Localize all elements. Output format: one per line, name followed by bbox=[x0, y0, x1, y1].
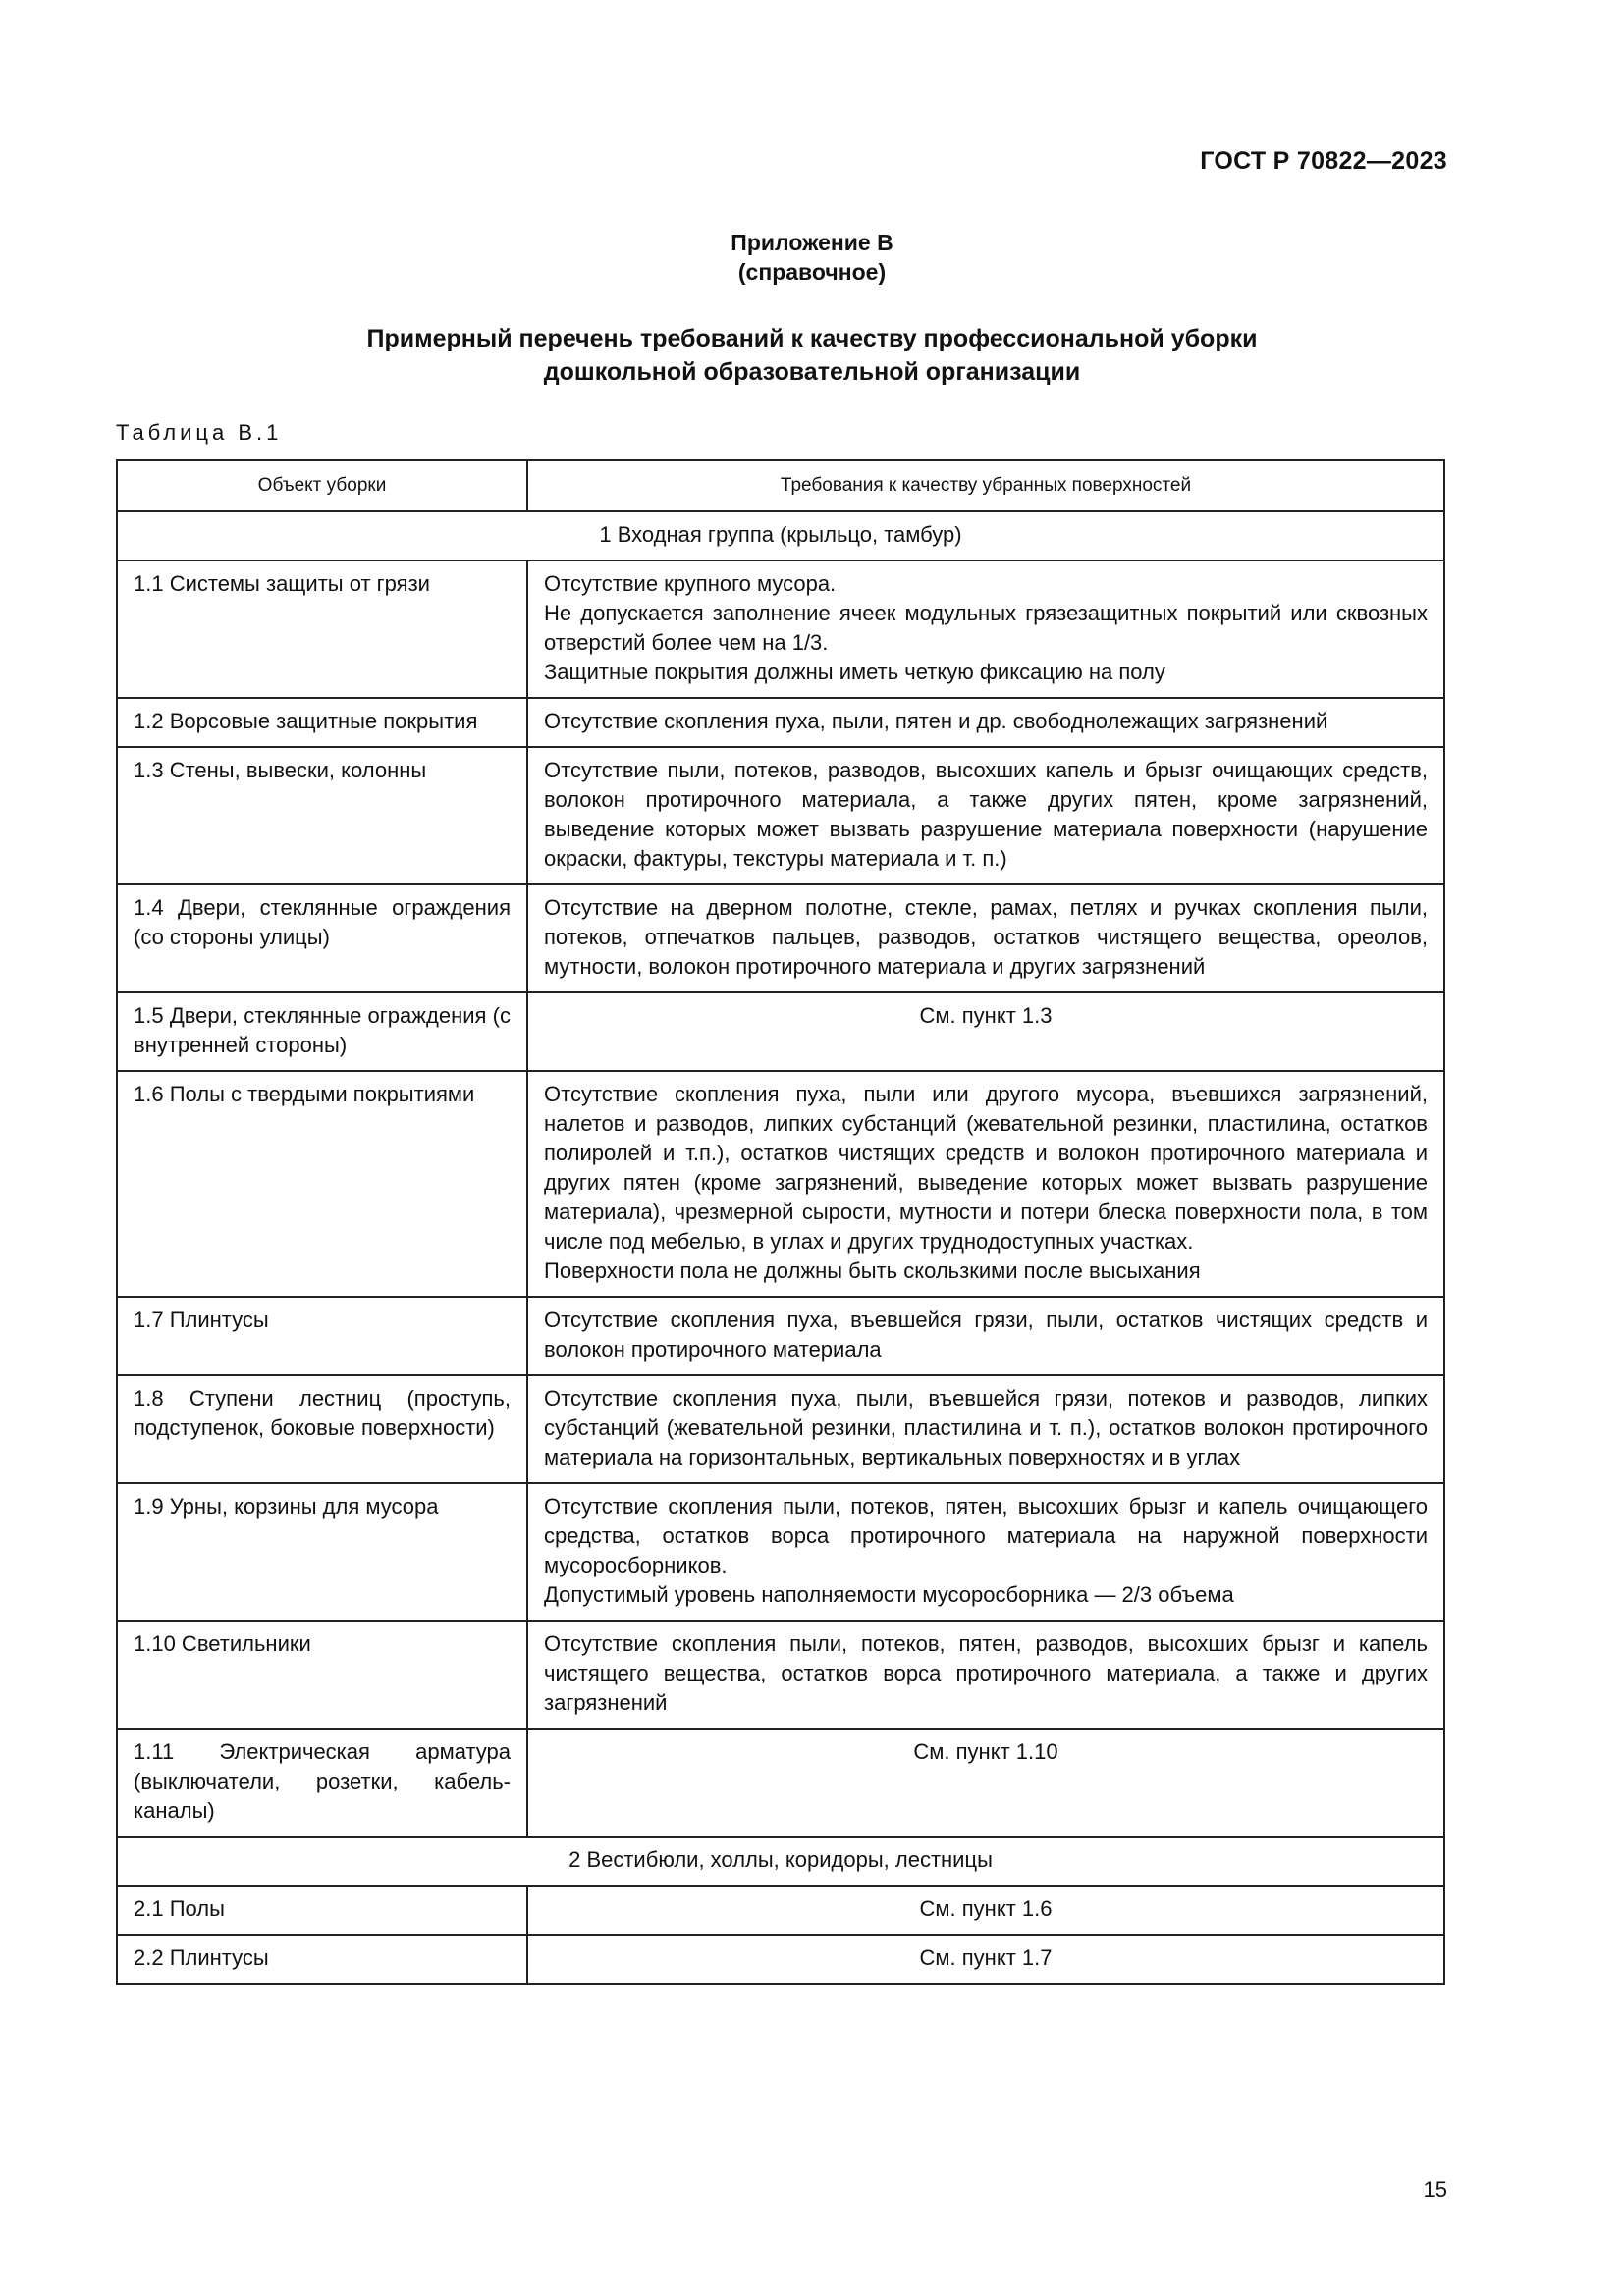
cleaning-object-cell: 2.2 Плинтусы bbox=[117, 1935, 527, 1984]
requirements-cell bbox=[527, 1071, 1444, 1297]
table-header-row bbox=[117, 460, 1444, 511]
cleaning-object-cell: 1.5 Двери, стеклянные ограждения (с внутренней стороны) bbox=[117, 992, 527, 1071]
appendix-title: Приложение В bbox=[731, 230, 893, 255]
requirement-paragraph: Поверхности пола не должны быть скользкими после высыхания bbox=[544, 1258, 1201, 1283]
table-row bbox=[117, 884, 1444, 992]
cleaning-object-cell: 1.1 Системы защиты от грязи bbox=[117, 561, 527, 698]
document-code: ГОСТ Р 70822—2023 bbox=[1200, 147, 1447, 175]
requirement-paragraph: Защитные покрытия должны иметь четкую фиксацию на полу bbox=[544, 660, 1165, 684]
table-row bbox=[117, 992, 1444, 1071]
reference-cell: См. пункт 1.10 bbox=[527, 1729, 1444, 1837]
cleaning-object-cell: 1.8 Ступени лестниц (проступь, подступенок, боковые поверхности) bbox=[117, 1375, 527, 1483]
document-title-line-1: Примерный перечень требований к качеству профессиональной уборки bbox=[366, 325, 1258, 352]
requirement-paragraph: Отсутствие скопления пуха, пыли, въевшейся грязи, потеков и разводов, липких субстанций (жевательной резинки, пластилина и т. п.), остатков волокон протирочного материала на горизонтальных, вертикальных поверхностях и в углах bbox=[544, 1386, 1428, 1469]
appendix-heading bbox=[0, 228, 1624, 287]
requirement-paragraph: Отсутствие пыли, потеков, разводов, высохших капель и брызг очищающих средств, волокон протирочного материала, а также других пятен, кроме загрязнений, выведение которых может вызвать разрушение материала поверхности (нарушение окраски, фактуры, текстуры материала и т. п.) bbox=[544, 758, 1428, 871]
cleaning-object-cell: 1.2 Ворсовые защитные покрытия bbox=[117, 698, 527, 747]
document-title-line-2: дошкольной образовательной организации bbox=[543, 358, 1081, 386]
table-body bbox=[117, 511, 1444, 1984]
column-header-requirements: Требования к качеству убранных поверхностей bbox=[527, 460, 1444, 511]
requirement-paragraph: Отсутствие скопления пуха, пыли или другого мусора, въевшихся загрязнений, налетов и разводов, липких субстанций (жевательной резинки, пластилина, остатков полиролей и т.п.), остатков чистящих средств и волокон протирочного материала и других пятен (кроме загрязнений, выведение которых может вызвать разрушение материала), чрезмерной сырости, мутности и потери блеска поверхности пола, в том числе под мебелью, в углах и других труднодоступных участках. bbox=[544, 1082, 1428, 1254]
table-row bbox=[117, 1071, 1444, 1297]
requirement-paragraph: Не допускается заполнение ячеек модульных грязезащитных покрытий или сквозных отверстий более чем на 1/3. bbox=[544, 601, 1428, 655]
requirements-cell bbox=[527, 561, 1444, 698]
cleaning-object-cell: 1.7 Плинтусы bbox=[117, 1297, 527, 1375]
requirement-paragraph: Отсутствие крупного мусора. bbox=[544, 571, 837, 596]
requirements-cell bbox=[527, 698, 1444, 747]
table-row bbox=[117, 1621, 1444, 1729]
requirement-paragraph: Отсутствие скопления пыли, потеков, пятен, высохших брызг и капель очищающего средства, остатков ворса протирочного материала на наружной поверхности мусоросборников. bbox=[544, 1494, 1428, 1577]
requirements-cell bbox=[527, 884, 1444, 992]
table-row bbox=[117, 747, 1444, 884]
requirement-paragraph: Отсутствие скопления пыли, потеков, пятен, разводов, высохших брызг и капель чистящего вещества, остатков ворса протирочного материала, а также и других загрязнений bbox=[544, 1631, 1428, 1715]
page-number: 15 bbox=[1423, 2177, 1447, 2202]
cleaning-object-cell: 1.10 Светильники bbox=[117, 1621, 527, 1729]
cleaning-object-cell: 1.9 Урны, корзины для мусора bbox=[117, 1483, 527, 1621]
cleaning-object-cell: 1.6 Полы с твердыми покрытиями bbox=[117, 1071, 527, 1297]
table-row bbox=[117, 1935, 1444, 1984]
cleaning-object-cell: 1.3 Стены, вывески, колонны bbox=[117, 747, 527, 884]
requirement-paragraph: Отсутствие на дверном полотне, стекле, рамах, петлях и ручках скопления пыли, потеков, отпечатков пальцев, разводов, остатков чистящего вещества, ореолов, мутности, волокон протирочного материала и других загрязнений bbox=[544, 895, 1428, 979]
section-heading: 2 Вестибюли, холлы, коридоры, лестницы bbox=[117, 1837, 1444, 1886]
requirement-paragraph: Допустимый уровень наполняемости мусоросборника — 2/3 объема bbox=[544, 1582, 1234, 1607]
table-row bbox=[117, 1483, 1444, 1621]
requirement-paragraph: Отсутствие скопления пуха, въевшейся грязи, пыли, остатков чистящих средств и волокон протирочного материала bbox=[544, 1308, 1428, 1362]
requirements-cell bbox=[527, 747, 1444, 884]
document-title bbox=[0, 322, 1624, 389]
requirements-cell bbox=[527, 1621, 1444, 1729]
section-heading: 1 Входная группа (крыльцо, тамбур) bbox=[117, 511, 1444, 561]
cleaning-object-cell: 1.4 Двери, стеклянные ограждения (со стороны улицы) bbox=[117, 884, 527, 992]
table-row bbox=[117, 698, 1444, 747]
table-section-row bbox=[117, 1837, 1444, 1886]
reference-cell: См. пункт 1.6 bbox=[527, 1886, 1444, 1935]
requirements-cell bbox=[527, 1375, 1444, 1483]
cleaning-object-cell: 1.11 Электрическая арматура (выключатели, розетки, кабель-каналы) bbox=[117, 1729, 527, 1837]
requirement-paragraph: Отсутствие скопления пуха, пыли, пятен и др. свободнолежащих загрязнений bbox=[544, 709, 1328, 733]
appendix-type: (справочное) bbox=[737, 259, 887, 285]
table-row bbox=[117, 1297, 1444, 1375]
requirements-table bbox=[116, 459, 1445, 1985]
column-header-object: Объект уборки bbox=[117, 460, 527, 511]
table-row bbox=[117, 1375, 1444, 1483]
requirements-cell bbox=[527, 1297, 1444, 1375]
cleaning-object-cell: 2.1 Полы bbox=[117, 1886, 527, 1935]
reference-cell: См. пункт 1.7 bbox=[527, 1935, 1444, 1984]
table-section-row bbox=[117, 511, 1444, 561]
table-row bbox=[117, 1886, 1444, 1935]
requirements-cell bbox=[527, 1483, 1444, 1621]
table-row bbox=[117, 561, 1444, 698]
table-row bbox=[117, 1729, 1444, 1837]
table-caption: Таблица В.1 bbox=[116, 420, 283, 445]
reference-cell: См. пункт 1.3 bbox=[527, 992, 1444, 1071]
